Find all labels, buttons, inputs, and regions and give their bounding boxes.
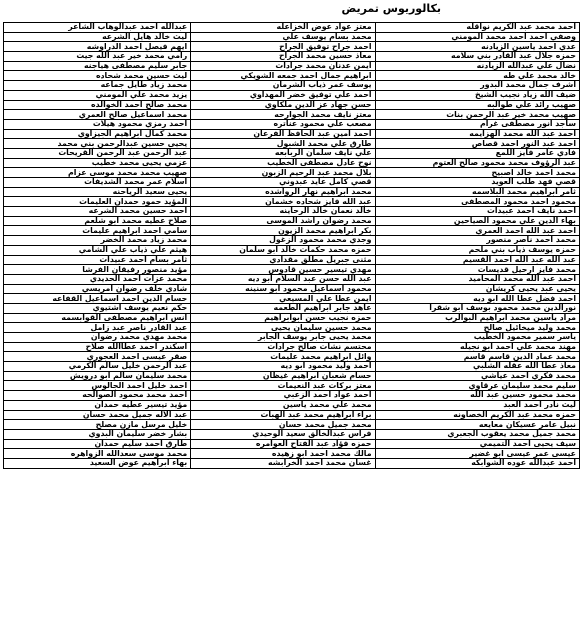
name-cell: صهيب محمد محمد موسى عزام — [4, 168, 191, 178]
name-cell: عبد الرحمن عبد الرحمن القريحات — [4, 148, 191, 158]
name-cell: شادي خلف رضوان امريسي — [4, 284, 191, 294]
name-cell: فراس عبدالخالق سعيد الوحيدي — [191, 429, 375, 439]
name-cell: نوح عادل مصطفى الخطيب — [191, 158, 375, 168]
name-cell: ثامر بسام احمد عبيدات — [4, 255, 191, 265]
table-row — [4, 458, 580, 468]
name-cell: حسام الدين احمد اسماعيل القفاعه — [4, 294, 191, 304]
name-cell: بكر ابراهيم محمد الزيون — [191, 226, 375, 236]
name-cell: احمد خليل احمد الجالوس — [4, 381, 191, 391]
table-row — [4, 449, 580, 459]
table-row — [4, 313, 580, 323]
name-cell: عبد الله فايز شحاده خشمان — [191, 197, 375, 207]
name-cell: محمد ابراهيم نهار الرواشده — [191, 187, 375, 197]
name-cell: محمد عزات احمد الحديدي — [4, 274, 191, 284]
table-row — [4, 429, 580, 439]
name-cell: عيسى عمر عيسى ابو غضير — [375, 449, 579, 459]
table-row — [4, 129, 580, 139]
table-row — [4, 342, 580, 352]
name-cell: حسام شعبان ابراهيم غيظان — [191, 371, 375, 381]
name-cell: عزمي يحيى محمد خطيب — [4, 158, 191, 168]
name-cell: احمد حسين محمد الشرعه — [4, 207, 191, 217]
name-cell: يزيد محمد علي المومني — [4, 90, 191, 100]
name-cell: خالد نعمان خالد الرحاينه — [191, 207, 375, 217]
name-cell: رامي محمد خير عبد الله جيت — [4, 52, 191, 62]
name-cell: محمد علي محمد ياسين — [191, 400, 375, 410]
name-cell: محمد بسام يوسف علي — [191, 32, 375, 42]
name-cell: محمد موسى سعدالله الزواهره — [4, 449, 191, 459]
table-row — [4, 284, 580, 294]
name-cell: عبد القادر ناصر عبد زامل — [4, 323, 191, 333]
table-row — [4, 371, 580, 381]
name-cell: محمد زياد محمد الخضر — [4, 236, 191, 246]
name-cell: حسن جهاد عز الدين ملكاوي — [191, 100, 375, 110]
name-cell: احمد جراح توفيق الجراح — [191, 42, 375, 52]
table-row — [4, 81, 580, 91]
name-cell: ليث خالد هايل الشرعه — [4, 32, 191, 42]
name-cell: عبد الله عبد الله احمد القسيم — [375, 255, 579, 265]
name-cell: مهدي تيسير حسين قادوس — [191, 265, 375, 275]
name-cell: ليث نادر احمد العبد — [375, 400, 579, 410]
name-cell: احمد علي توفيق خضر المهداوي — [191, 90, 375, 100]
table-row — [4, 197, 580, 207]
name-cell: احمد عواد احمد الزعبي — [191, 391, 375, 401]
name-cell: احمد عبد الله احمد العمري — [375, 226, 579, 236]
table-row — [4, 119, 580, 129]
name-cell: محمد سليمان سالم ابو درويش — [4, 371, 191, 381]
name-cell: ايمن عطا علي المسيعي — [191, 294, 375, 304]
name-cell: علي نايف سلمان الربابعه — [191, 148, 375, 158]
table-row — [4, 352, 580, 362]
name-cell: محمد فايز ارحيل قديسات — [375, 265, 579, 275]
name-cell: محمود اسماعيل محمود ابو سنينه — [191, 284, 375, 294]
name-cell: ايهم فيصل احمد الدراوشه — [4, 42, 191, 52]
name-cell: ضيف الله زياد نجيب الشيخ — [375, 90, 579, 100]
name-cell: محمد زياد طايل جماعه — [4, 81, 191, 91]
table-row — [4, 420, 580, 430]
name-cell: مهند محمد علي احمد ابو نجيله — [375, 342, 579, 352]
table-row — [4, 100, 580, 110]
name-cell: سليم محمد سليمان عرقاوي — [375, 381, 579, 391]
name-cell: معاذ حسين محمد الجراح — [191, 52, 375, 62]
name-cell: يحيى سعيد الرياحنه — [4, 187, 191, 197]
name-cell: خالد محمد علي طه — [375, 71, 579, 81]
table-row — [4, 245, 580, 255]
name-cell: مالك محمد احمد ابو زهيده — [191, 449, 375, 459]
table-row — [4, 294, 580, 304]
name-cell: حكم نعيم يوسف اشتيوي — [4, 303, 191, 313]
name-cell: حمزه جلال عبد القادر بني سلامه — [375, 52, 579, 62]
name-cell: احمد نايف احمد عبيدات — [375, 207, 579, 217]
name-cell: مؤيد تيسير عطيه حمدان — [4, 400, 191, 410]
table-row — [4, 410, 580, 420]
name-cell: بلال محمد عبد الرحيم الزبون — [191, 168, 375, 178]
name-cell: اشرف جمال محمد البدور — [375, 81, 579, 91]
name-cell: ابراهيم جمال احمد جمعه الشويكي — [191, 71, 375, 81]
name-cell: عبد الرؤوف محمد محمود صالح العتوم — [375, 158, 579, 168]
name-cell: حمزه يوسف ذياب بني ملحم — [375, 245, 579, 255]
table-row — [4, 362, 580, 372]
table-row — [4, 187, 580, 197]
table-row — [4, 207, 580, 217]
table-row — [4, 32, 580, 42]
name-cell: المؤيد حمود حمدان العليمات — [4, 197, 191, 207]
name-cell: حمزه فؤاد عبد الفتاح العوامره — [191, 439, 375, 449]
name-cell: محمد رضوان راشد الموسى — [191, 216, 375, 226]
name-cell: محمد صالح احمد الخوالده — [4, 100, 191, 110]
name-cell: يحيى حسين عبدالرحمن بني محمد — [4, 139, 191, 149]
table-row — [4, 110, 580, 120]
name-cell: احمد عبد الله محمد الهزايمه — [375, 129, 579, 139]
table-row — [4, 148, 580, 158]
name-cell: ليث حسين محمد شحاده — [4, 71, 191, 81]
name-cell: صقر عيسى احمد العجوري — [4, 352, 191, 362]
table-row — [4, 139, 580, 149]
names-table-body — [4, 23, 580, 469]
table-row — [4, 42, 580, 52]
name-cell: ايمن عدنان محمد جرادات — [191, 61, 375, 71]
table-row — [4, 381, 580, 391]
name-cell: براء ابراهيم محمد عبد الهبات — [191, 410, 375, 420]
table-row — [4, 303, 580, 313]
name-cell: عبد الله حسن عبد السلام ابو ديه — [191, 274, 375, 284]
name-cell: احمد فضل عطا الله ابو ديه — [375, 294, 579, 304]
name-cell: عبد الاله جميل محمد حسان — [4, 410, 191, 420]
name-cell: ياسر سمير محمود الخطيب — [375, 333, 579, 343]
name-cell: عبدالله احمد عبدالوهاب الشاعر — [4, 23, 191, 33]
name-cell: محمد احمد ناصر منصور — [375, 236, 579, 246]
table-row — [4, 216, 580, 226]
name-cell: نورالدين محمد محمود بوسف ابو شقرا — [375, 303, 579, 313]
name-cell: صهيب رائد علي طوالبه — [375, 100, 579, 110]
name-cell: محمد جميل محمد حسان — [191, 420, 375, 430]
name-cell: وصفي احمد احمد محمد المومني — [375, 32, 579, 42]
name-cell: معتز بركات عبد النعيمات — [191, 381, 375, 391]
table-row — [4, 255, 580, 265]
table-row — [4, 274, 580, 284]
table-row — [4, 265, 580, 275]
name-cell: جابر سليم مصطفى هياجنه — [4, 61, 191, 71]
name-cell: عاهد جابر ابراهيم الطعمه — [191, 303, 375, 313]
name-cell: معتز عواد عوض الخزاعله — [191, 23, 375, 33]
name-cell: ساجد انور مصطفى غرام — [375, 119, 579, 129]
name-cell: احمد رمزي محمود هيلات — [4, 119, 191, 129]
table-row — [4, 226, 580, 236]
name-cell: قصي فهد طلب العويد — [375, 178, 579, 188]
name-cell: محتسم نشات صالح جرادات — [191, 342, 375, 352]
name-cell: قصي كامل عايد عبدوني — [191, 178, 375, 188]
name-cell: اسلام عمر محمد الشديفات — [4, 178, 191, 188]
name-cell: صهيب محمد خير عبد الرحمن بنات — [375, 110, 579, 120]
name-cell: سامي احمد ابراهيم عليمات — [4, 226, 191, 236]
table-row — [4, 61, 580, 71]
table-row — [4, 158, 580, 168]
table-row — [4, 323, 580, 333]
name-cell: مراد ياسين محمد ابراهيم البوالرب — [375, 313, 579, 323]
name-cell: عدي احمد ياسين الزيادنه — [375, 42, 579, 52]
name-cell: معتز نايف محمد الجوارحه — [191, 110, 375, 120]
table-row — [4, 391, 580, 401]
name-cell: وائل ابراهيم محمد عليمات — [191, 352, 375, 362]
name-cell: غسان محمد احمد الخرابشه — [191, 458, 375, 468]
name-cell: بشار خضر سليمان البدوي — [4, 429, 191, 439]
name-cell: احمد عبد الله محمد المحاميد — [375, 274, 579, 284]
name-cell: احمد امين عبد الحافظ الفرعان — [191, 129, 375, 139]
name-cell: احمد عبد النور احمد قصاص — [375, 139, 579, 149]
name-cell: معاذ عطا الله عقله الشلبي — [375, 362, 579, 372]
table-row — [4, 71, 580, 81]
name-cell: مؤيد منصور رفيقان الفرشا — [4, 265, 191, 275]
name-cell: محمد جميل محمد يعقوب الجعبري — [375, 429, 579, 439]
name-cell: نبيل عامر عسيكان معايعه — [375, 420, 579, 430]
name-cell: محمد اسماعيل صالح العمري — [4, 110, 191, 120]
table-row — [4, 236, 580, 246]
name-cell: احمد محمد عبد الكريم نواقله — [375, 23, 579, 33]
name-cell: احمد عبدالله عوده الشوابكه — [375, 458, 579, 468]
name-cell: اسكندر احمد عطاالله صلاح — [4, 342, 191, 352]
table-row — [4, 23, 580, 33]
name-cell: طارق احمد سليم حمدان — [4, 439, 191, 449]
table-row — [4, 90, 580, 100]
name-cell: هيثم علي ذياب علي الشامي — [4, 245, 191, 255]
name-cell: طارق علي محمد الشبول — [191, 139, 375, 149]
name-cell: انس ابراهيم مصطفى القوابسمه — [4, 313, 191, 323]
name-cell: محمود احمد محمود المصطفى — [375, 197, 579, 207]
name-cell: عبد الرحمن خليل سالم الكرمي — [4, 362, 191, 372]
name-cell: حمزه محمد عبد الكريم الخصاونه — [375, 410, 579, 420]
name-cell: محمد محمود حسين عبد الله — [375, 391, 579, 401]
name-cell: احمد محمد محمود الصوالحه — [4, 391, 191, 401]
table-row — [4, 52, 580, 62]
names-table — [3, 22, 580, 469]
page-title: بكالوريوس تمريض — [341, 2, 441, 15]
name-cell: صلاح عطيه محمد ابو شلعم — [4, 216, 191, 226]
table-row — [4, 400, 580, 410]
name-cell: مصعب علي محمود عناتره — [191, 119, 375, 129]
name-cell: محمد كمال ابراهيم الجيزاوي — [4, 129, 191, 139]
name-cell: حمزه محمد حكمات خالد ابو سلمان — [191, 245, 375, 255]
name-cell: بهاء ابراهيم عوض السعيد — [4, 458, 191, 468]
name-cell: محمد مهدي محمد رضوان — [4, 333, 191, 343]
name-cell: فادي عامر فايز اللمع — [375, 148, 579, 158]
name-cell: محمد يحيى جابر يوسف الجابر — [191, 333, 375, 343]
name-cell: احمد وليد محمود ابو ديه — [191, 362, 375, 372]
table-row — [4, 333, 580, 343]
name-cell: يحيى عبد يحيى كريشان — [375, 284, 579, 294]
name-cell: حمزه نجيب حسن ابوابراهيم — [191, 313, 375, 323]
table-row — [4, 178, 580, 188]
name-cell: مثنى جبريل مطلق مقدادي — [191, 255, 375, 265]
name-cell: نضال علي عبدالله الزيادنه — [375, 61, 579, 71]
name-cell: سيف يحيى احمد التميمي — [375, 439, 579, 449]
name-cell: محمد احمد خالد اصبيح — [375, 168, 579, 178]
name-cell: محمد وليد ميخائيل صالح — [375, 323, 579, 333]
name-cell: خليل مرسل مازن مصلح — [4, 420, 191, 430]
name-cell: محمد حسين سليمان يحيى — [191, 323, 375, 333]
name-cell: بهاء الدين علي محمود الصياحين — [375, 216, 579, 226]
table-row — [4, 168, 580, 178]
name-cell: يوسف عمر ذياب الشرمان — [191, 81, 375, 91]
name-cell: محمد عماد الدين قاسم قاسم — [375, 352, 579, 362]
name-cell: محمد فكري احمد عياشي — [375, 371, 579, 381]
table-row — [4, 439, 580, 449]
name-cell: ثامر ابراهيم محمد البلاسمه — [375, 187, 579, 197]
name-cell: وجدي محمد محمود الزغول — [191, 236, 375, 246]
